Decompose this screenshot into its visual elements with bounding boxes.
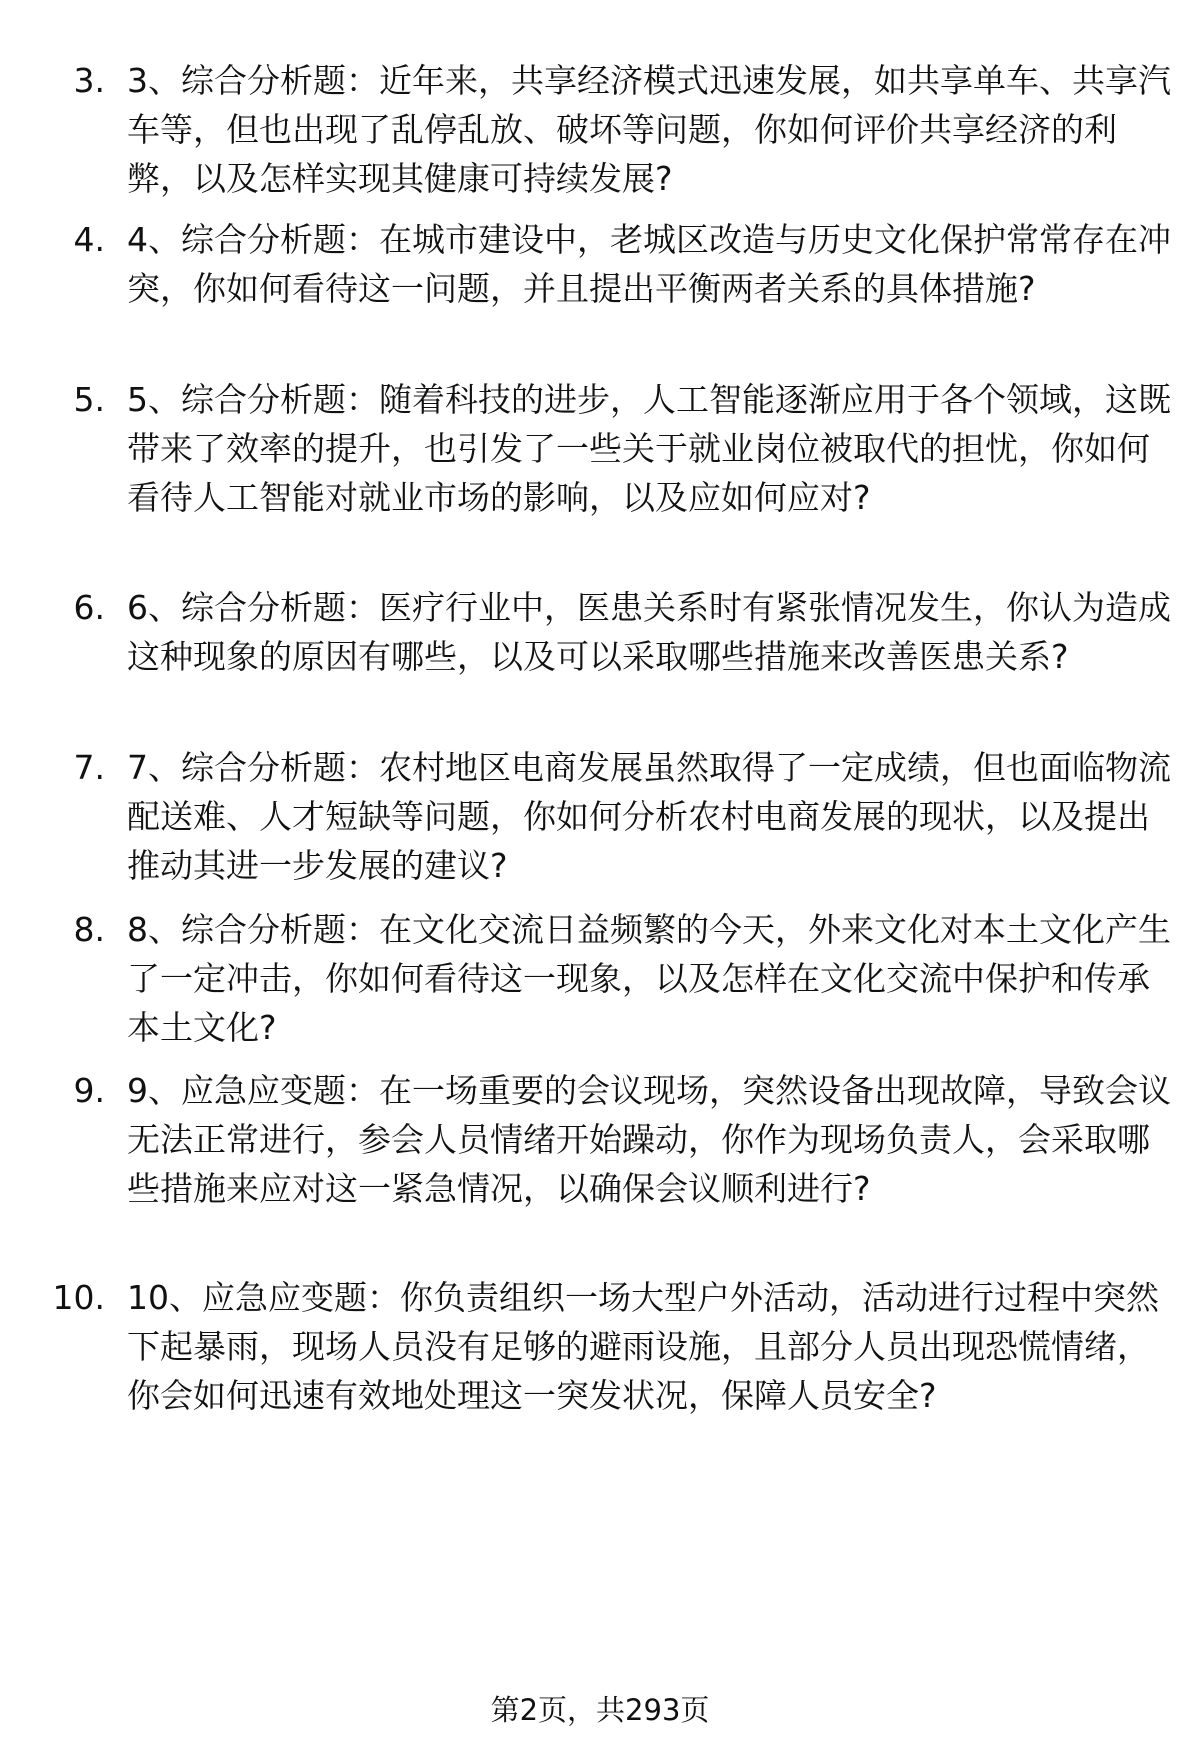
question-number: 7. (73, 748, 105, 787)
question-number: 10. (52, 1278, 105, 1317)
question-text: 3、综合分析题：近年来，共享经济模式迅速发展，如共享单车、共享汽车等，但也出现了乱停乱放、破坏等问题，你如何评价共享经济的利弊，以及怎样实现其健康可持续发展? (127, 61, 1171, 198)
page-footer (0, 1690, 1200, 1730)
question-number: 4. (73, 220, 105, 259)
question-text: 9、应急应变题：在一场重要的会议现场，突然设备出现故障，导致会议无法正常进行，参会人员情绪开始躁动，你作为现场负责人，会采取哪些措施来应对这一紧急情况，以确保会议顺利进行? (127, 1071, 1171, 1208)
question-number: 5. (73, 380, 105, 419)
question-text: 10、应急应变题：你负责组织一场大型户外活动，活动进行过程中突然下起暴雨，现场人员没有足够的避雨设施，且部分人员出现恐慌情绪，你会如何迅速有效地处理这一突发状况，保障人员安全? (127, 1278, 1159, 1415)
page-number-label: 第2页，共293页 (490, 1693, 710, 1727)
question-text: 8、综合分析题：在文化交流日益频繁的今天，外来文化对本土文化产生了一定冲击，你如何看待这一现象，以及怎样在文化交流中保护和传承本土文化? (127, 910, 1171, 1047)
question-text: 6、综合分析题：医疗行业中，医患关系时有紧张情况发生，你认为造成这种现象的原因有哪些，以及可以采取哪些措施来改善医患关系? (127, 588, 1171, 676)
question-text: 4、综合分析题：在城市建设中，老城区改造与历史文化保护常常存在冲突，你如何看待这一问题，并且提出平衡两者关系的具体措施? (127, 220, 1171, 308)
question-number: 3. (73, 61, 105, 100)
question-number: 8. (73, 910, 105, 949)
question-text: 5、综合分析题：随着科技的进步，人工智能逐渐应用于各个领域，这既带来了效率的提升，也引发了一些关于就业岗位被取代的担忧，你如何看待人工智能对就业市场的影响，以及应如何应对? (127, 380, 1171, 517)
question-text: 7、综合分析题：农村地区电商发展虽然取得了一定成绩，但也面临物流配送难、人才短缺等问题，你如何分析农村电商发展的现状，以及提出推动其进一步发展的建议? (127, 748, 1171, 885)
question-number: 9. (73, 1071, 105, 1110)
question-number: 6. (73, 588, 105, 627)
